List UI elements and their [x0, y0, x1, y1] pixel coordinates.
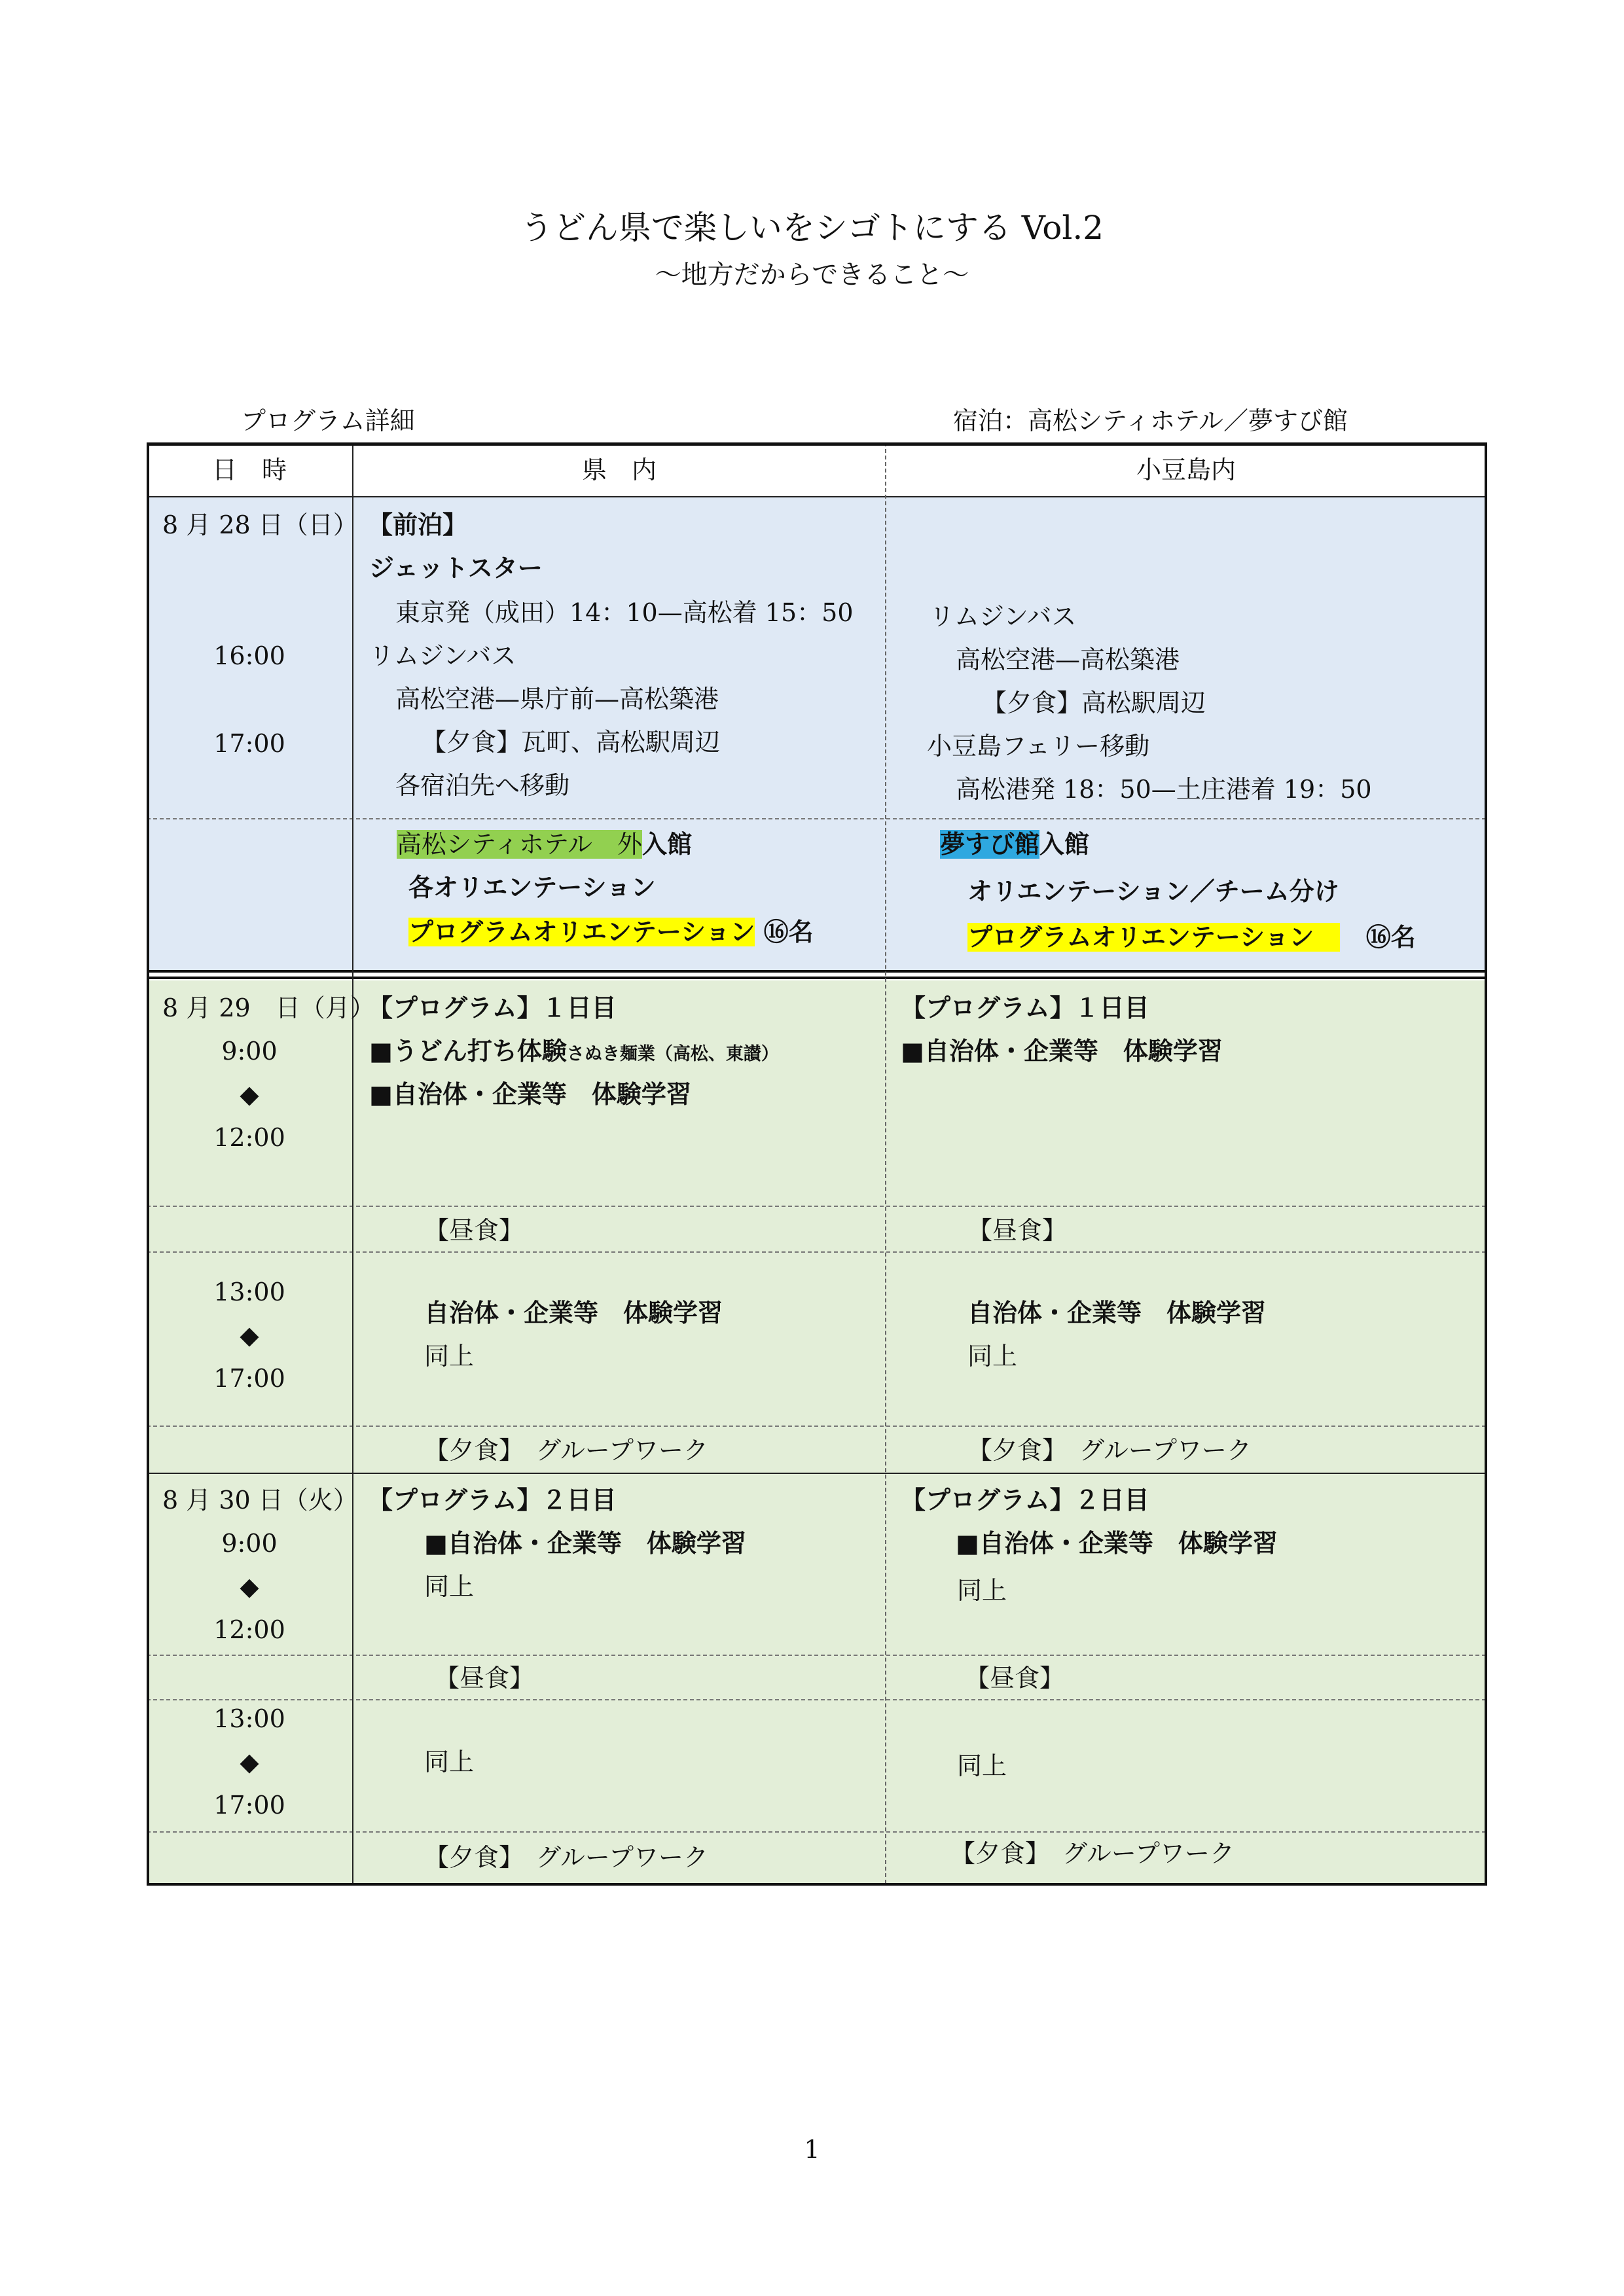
day2-island-lunch: 【昼食】: [967, 1216, 1068, 1245]
document-subtitle: 〜地方だからできること〜: [655, 260, 969, 290]
day1-island-orientation: オリエンテーション／チーム分け: [967, 877, 1339, 906]
day1-island-hotel-name: 夢すび館: [940, 830, 1040, 859]
day2-pref-lunch: 【昼食】: [424, 1216, 524, 1245]
day3-island-same: 同上: [957, 1576, 1007, 1605]
day3-pref-program: 【プログラム】２日目: [368, 1486, 617, 1515]
day1-pref-hotel: [397, 830, 692, 860]
day1-pref-line6: 【夕食】瓦町、高松駅周辺: [422, 728, 721, 757]
header-island: 小豆島内: [1136, 456, 1236, 484]
day2-island-program: 【プログラム】１日目: [901, 994, 1149, 1022]
day3-pref-dinner: 【夕食】 グループワーク: [424, 1843, 708, 1872]
day3-island-program: 【プログラム】２日目: [901, 1486, 1149, 1515]
day2-island-pm-same: 同上: [967, 1342, 1018, 1371]
day1-island-line5: 高松港発 18：50—土庄港着 19：50: [956, 775, 1372, 804]
day1-pref-hotel-name: 高松シティホテル 外: [397, 830, 643, 859]
day2-am-start: 9:00: [221, 1037, 278, 1066]
day3-am-start: 9:00: [221, 1529, 278, 1558]
day1-island-hotel: [940, 830, 1089, 860]
day3-island-dinner: 【夕食】 グループワーク: [950, 1839, 1235, 1868]
day1-pref-line7: 各宿泊先へ移動: [395, 771, 570, 800]
day2-pm-start: 13:00: [213, 1278, 285, 1306]
section-label: プログラム詳細: [241, 406, 415, 435]
day2-pref-pm-same: 同上: [424, 1342, 475, 1371]
day1-island-count: ⑯名: [1365, 923, 1416, 952]
day2-pm-sep: ◆: [240, 1321, 259, 1350]
lodging-info: 宿泊：高松シティホテル／夢すび館: [953, 406, 1348, 435]
day1-island-line1: リムジンバス: [929, 602, 1077, 631]
day1-pref-hotel-checkin: 入館: [642, 830, 693, 859]
day2-pref-udon-note: さぬき麺業（高松、東讃）: [566, 1044, 779, 1064]
day3-pm-end: 17:00: [213, 1791, 285, 1820]
day1-date: 8 月 28 日（日）: [162, 511, 358, 539]
document-title: うどん県で楽しいをシゴトにする Vol.2: [520, 209, 1104, 247]
day2-am-sep: ◆: [240, 1080, 259, 1109]
day3-pref-experience: ■自治体・企業等 体験学習: [424, 1529, 746, 1558]
day3-pref-lunch: 【昼食】: [435, 1664, 535, 1693]
day2-island-experience: ■自治体・企業等 体験学習: [901, 1037, 1223, 1066]
day1-island-line2: 高松空港—高松築港: [956, 645, 1180, 674]
page-number: 1: [804, 2135, 820, 2164]
day2-pref-pm-experience: 自治体・企業等 体験学習: [424, 1299, 723, 1327]
day2-date: 8 月 29 日（月）: [162, 994, 375, 1022]
day2-pref-udon: [369, 1037, 779, 1067]
day1-island-line3: 【夕食】高松駅周辺: [982, 689, 1206, 717]
day2-pm-end: 17:00: [213, 1364, 285, 1393]
day2-island-pm-experience: 自治体・企業等 体験学習: [967, 1299, 1267, 1327]
day1-pref-line3: 東京発（成田）14：10—高松着 15：50: [395, 598, 854, 627]
day1-pref-line1: 【前泊】: [368, 511, 468, 539]
day1-pref-line5: 高松空港—県庁前—高松築港: [395, 685, 719, 713]
day3-am-sep: ◆: [240, 1572, 259, 1601]
day1-pref-count: ⑯名: [763, 918, 814, 946]
day3-island-experience: ■自治体・企業等 体験学習: [956, 1529, 1278, 1558]
day1-pref-program-orientation: [408, 918, 814, 948]
day2-pref-program: 【プログラム】１日目: [368, 994, 617, 1022]
day1-island-program-orientation-text: プログラムオリエンテーション: [967, 923, 1314, 952]
day3-island-pm-same: 同上: [957, 1751, 1007, 1780]
day2-pref-udon-label: ■うどん打ち体験: [369, 1037, 567, 1066]
day1-time-b: 17:00: [213, 729, 285, 758]
day2-pref-dinner: 【夕食】 グループワーク: [424, 1436, 708, 1465]
schedule-table: [147, 442, 1486, 1884]
day1-island-hotel-checkin: 入館: [1039, 830, 1090, 859]
day1-pref-program-orientation-text: プログラムオリエンテーション: [408, 918, 755, 946]
header-datetime: 日 時: [211, 456, 287, 484]
day3-pref-pm-same: 同上: [424, 1748, 475, 1776]
day2-am-end: 12:00: [213, 1123, 285, 1152]
day3-date: 8 月 30 日（火）: [162, 1486, 358, 1515]
day1-island-program-orientation: [967, 923, 1416, 953]
day3-island-lunch: 【昼食】: [965, 1664, 1065, 1693]
header-prefecture: 県 内: [581, 456, 657, 484]
day1-pref-orientation: 各オリエンテーション: [408, 873, 656, 902]
day1-island-line4: 小豆島フェリー移動: [927, 732, 1150, 761]
day1-pref-line2: ジェットスター: [369, 554, 543, 583]
day2-pref-experience: ■自治体・企業等 体験学習: [369, 1080, 691, 1109]
day3-am-end: 12:00: [213, 1615, 285, 1644]
day2-island-dinner: 【夕食】 グループワーク: [967, 1436, 1252, 1465]
day1-pref-line4: リムジンバス: [369, 641, 516, 670]
day3-pm-sep: ◆: [240, 1748, 259, 1776]
day3-pm-start: 13:00: [213, 1704, 285, 1733]
day3-pref-same: 同上: [424, 1572, 475, 1601]
day1-time-a: 16:00: [213, 641, 285, 670]
